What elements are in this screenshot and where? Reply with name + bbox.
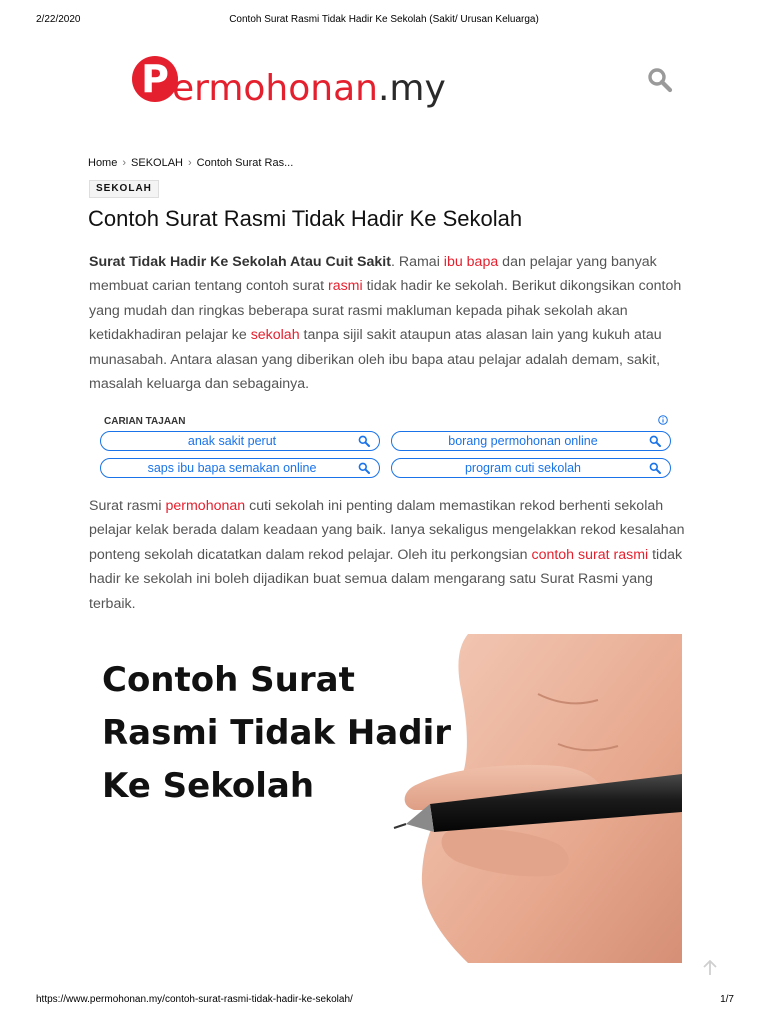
breadcrumb-current: Contoh Surat Ras... bbox=[196, 157, 294, 169]
caption-line: Contoh Surat bbox=[102, 660, 355, 700]
ad-search-pill[interactable] bbox=[100, 431, 380, 451]
breadcrumb bbox=[88, 157, 293, 169]
post-title: Contoh Surat Rasmi Tidak Hadir Ke Sekolah bbox=[88, 206, 523, 231]
link-rasmi[interactable]: rasmi bbox=[327, 278, 363, 295]
ad-search-pill[interactable] bbox=[100, 458, 380, 478]
breadcrumb-separator: › bbox=[187, 157, 192, 169]
intro-lead: Surat Tidak Hadir Ke Sekolah Atau Cuit Sakit bbox=[89, 254, 391, 270]
search-icon bbox=[358, 462, 370, 474]
info-icon[interactable] bbox=[658, 415, 668, 425]
link-ibu-bapa[interactable]: ibu bapa bbox=[443, 254, 499, 270]
logo-text-main: ermohonan bbox=[172, 68, 378, 109]
featured-image-caption bbox=[102, 654, 451, 813]
logo-wordmark bbox=[172, 68, 446, 109]
ad-search-label: program cuti sekolah bbox=[464, 461, 582, 475]
ad-search-label: saps ibu bapa semakan online bbox=[147, 461, 317, 475]
text-run: Surat rasmi bbox=[89, 498, 166, 514]
print-page-number: 1/7 bbox=[720, 994, 734, 1005]
search-button[interactable] bbox=[646, 66, 676, 96]
logo-text-tld: .my bbox=[377, 68, 446, 109]
print-page-title: Contoh Surat Rasmi Tidak Hadir Ke Sekolah (Sakit/ Urusan Keluarga) bbox=[229, 14, 539, 25]
ads-label: CARIAN TAJAAN bbox=[104, 416, 186, 427]
arrow-up-icon bbox=[698, 956, 722, 980]
caption-line: Ke Sekolah bbox=[102, 766, 315, 806]
search-icon bbox=[358, 435, 370, 447]
scroll-to-top-button[interactable] bbox=[698, 956, 722, 980]
ad-search-label: borang permohonan online bbox=[448, 434, 598, 448]
text-run: tidak hadir ke sekolah. Berikut dikongsikan contoh yang mudah dan ringkas beberapa surat rasmi makluman kepada pihak sekolah akan ketidakhadiran pelajar ke bbox=[89, 278, 682, 344]
print-url: https://www.permohonan.my/contoh-surat-rasmi-tidak-hadir-ke-sekolah/ bbox=[36, 994, 353, 1005]
featured-image bbox=[88, 634, 682, 963]
ad-search-pill[interactable] bbox=[391, 458, 671, 478]
link-sekolah[interactable]: sekolah bbox=[250, 327, 300, 344]
text-run: . Ramai bbox=[390, 254, 444, 270]
body-paragraph bbox=[89, 494, 689, 616]
ad-search-pill[interactable] bbox=[391, 431, 671, 451]
search-icon bbox=[649, 435, 661, 447]
link-contoh-surat-rasmi[interactable]: contoh surat rasmi bbox=[531, 546, 649, 563]
ad-search-label: anak sakit perut bbox=[187, 434, 277, 448]
site-logo[interactable] bbox=[132, 54, 452, 110]
category-badge[interactable]: SEKOLAH bbox=[89, 180, 159, 198]
text-run: cuti sekolah ini penting dalam memastikan rekod berhenti sekolah pelajar kelak berada dalam keadaan yang baik. Ianya sekaligus mengelakkan rekod kesalahan ponteng sekolah dicatatkan dalam rekod pelajar. Oleh itu perkongsian bbox=[89, 498, 685, 563]
sponsored-search-block bbox=[100, 412, 672, 482]
breadcrumb-category[interactable]: SEKOLAH bbox=[131, 157, 183, 169]
breadcrumb-home[interactable]: Home bbox=[88, 157, 118, 169]
text-run: dan pelajar yang banyak membuat carian tentang contoh surat bbox=[89, 254, 657, 295]
intro-paragraph bbox=[89, 250, 689, 396]
print-date: 2/22/2020 bbox=[36, 14, 81, 25]
search-icon bbox=[646, 66, 676, 96]
search-icon bbox=[649, 462, 661, 474]
link-permohonan[interactable]: permohonan bbox=[165, 498, 246, 514]
caption-line: Rasmi Tidak Hadir bbox=[102, 713, 452, 753]
text-run: tanpa sijil sakit ataupun atas alasan lain yang kukuh atau munasabah. Antara alasan yang diberikan oleh ibu bapa atau pelajar adalah demam, sakit, masalah keluarga dan sebagainya. bbox=[89, 327, 662, 393]
logo-letter: P bbox=[141, 57, 169, 101]
text-run: tidak hadir ke sekolah ini boleh dijadikan buat semua dalam mengarang satu Surat Rasmi yang terbaik. bbox=[89, 546, 683, 612]
breadcrumb-separator: › bbox=[122, 157, 127, 169]
